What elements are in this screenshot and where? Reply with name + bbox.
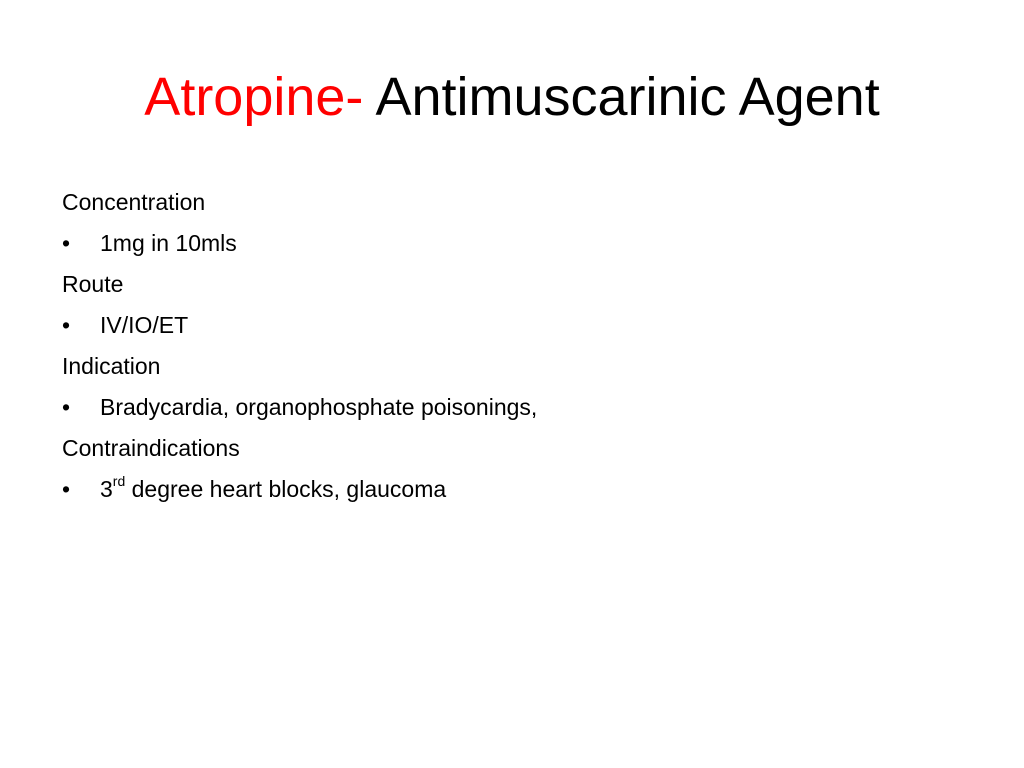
section-heading-route: Route bbox=[62, 271, 124, 297]
bullet-text-superscript: rd bbox=[112, 473, 126, 490]
bullet-item-contraindications bbox=[62, 469, 962, 510]
bullet-text: Bradycardia, organophosphate poisonings, bbox=[100, 394, 538, 420]
slide-title bbox=[0, 62, 1024, 132]
title-accent-text: Atropine- bbox=[144, 67, 364, 127]
bullet-text: 1mg in 10mls bbox=[100, 230, 237, 256]
slide-body bbox=[62, 182, 962, 510]
title-main-text: Antimuscarinic Agent bbox=[375, 67, 880, 127]
section-heading-indication: Indication bbox=[62, 353, 161, 379]
bullet-icon: • bbox=[62, 394, 71, 420]
bullet-text-rest: degree heart blocks, glaucoma bbox=[125, 476, 447, 502]
bullet-icon: • bbox=[62, 476, 71, 502]
bullet-item-route bbox=[62, 305, 962, 346]
bullet-icon: • bbox=[62, 230, 71, 256]
bullet-text-prefix: 3 bbox=[100, 476, 113, 502]
bullet-item-concentration bbox=[62, 223, 962, 264]
bullet-item-indication bbox=[62, 387, 962, 428]
bullet-icon: • bbox=[62, 312, 71, 338]
section-heading-contraindications: Contraindications bbox=[62, 435, 240, 461]
bullet-text: IV/IO/ET bbox=[100, 312, 189, 338]
section-heading-concentration: Concentration bbox=[62, 189, 206, 215]
